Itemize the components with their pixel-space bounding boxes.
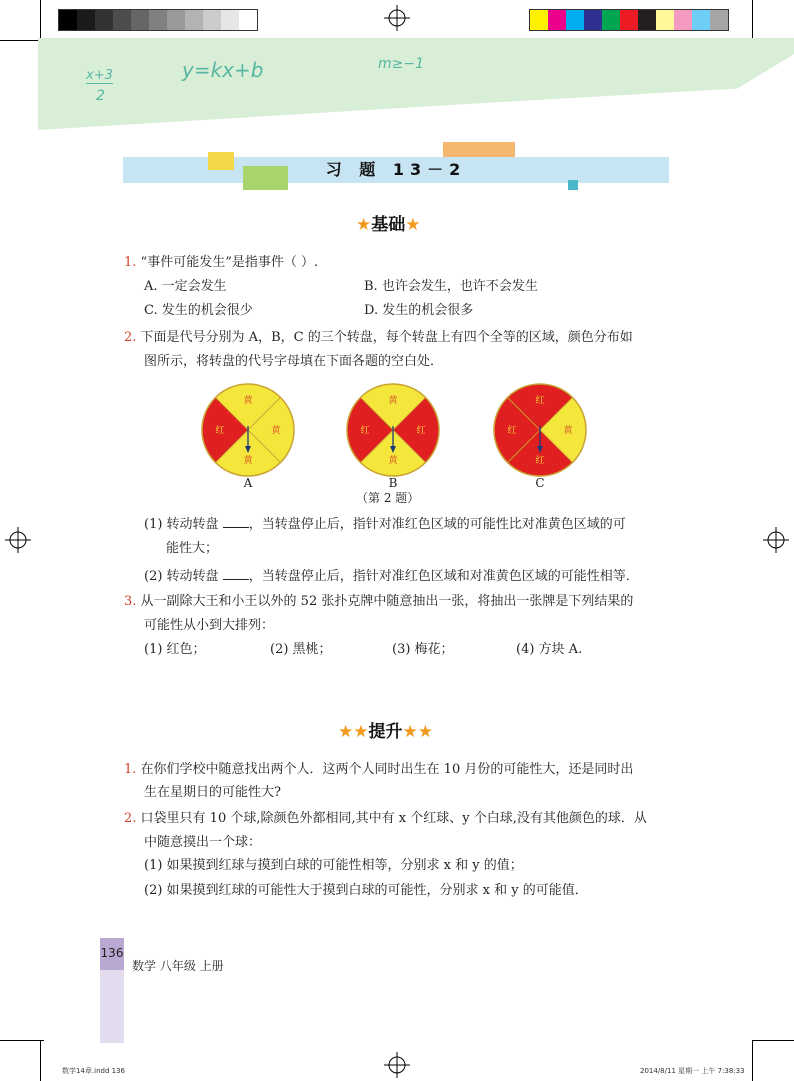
registration-mark-icon [384, 5, 410, 31]
answer-blank [223, 567, 249, 580]
q3-item-4: (4) 方块 A. [516, 642, 583, 657]
formula-denominator: 2 [96, 88, 105, 104]
option-d: D. 发生的机会很多 [364, 303, 474, 318]
decor-block [243, 166, 288, 190]
question-number: 1. [124, 762, 137, 777]
question-text: 可能性从小到大排列： [144, 618, 275, 633]
spinner-label-b: B [388, 476, 398, 490]
question-text: 中随意摸出一个球： [144, 835, 262, 850]
crop-mark [752, 1040, 794, 1041]
spinner-region-label: 红 [507, 426, 517, 436]
option-a: A. 一定会发生 [144, 279, 227, 294]
question-text: 图所示，将转盘的代号字母填在下面各题的空白处． [144, 354, 444, 369]
crop-mark [752, 1040, 753, 1081]
sub-question-1 [144, 515, 626, 534]
option-b: B. 也许会发生，也许不会发生 [364, 279, 538, 294]
decor-block [568, 180, 578, 190]
spinner-c [490, 380, 590, 480]
question-number: 2. [124, 811, 137, 826]
spinner-region-label: 黄 [388, 456, 398, 466]
advanced-question-2 [124, 810, 647, 828]
question-2 [124, 329, 633, 347]
question-text: 从一副除大王和小王以外的 52 张扑克牌中随意抽出一张，将抽出一张牌是下列结果的 [140, 594, 634, 609]
decorative-banner [38, 38, 794, 130]
decor-block [208, 152, 234, 170]
color-calibration-bar [529, 9, 729, 31]
sub-question-text: ，当转盘停止后，指针对准红色区域的可能性比对准黄色区域的可 [248, 517, 626, 532]
star-icon: ★★ [338, 722, 369, 742]
option-c: C. 发生的机会很少 [144, 303, 253, 318]
question-1 [124, 254, 318, 272]
question-number: 1. [124, 255, 137, 270]
section-heading-text: 基础 [371, 215, 406, 235]
registration-mark-icon [763, 527, 789, 553]
spinner-region-label: 红 [360, 426, 370, 436]
crop-mark [0, 40, 44, 41]
registration-mark-icon [5, 527, 31, 553]
spinner-region-label: 红 [416, 426, 426, 436]
spinner-region-label: 红 [215, 426, 225, 436]
crop-mark [40, 0, 41, 44]
answer-blank [223, 515, 249, 528]
formula-numerator: x+3 [86, 68, 113, 83]
crop-mark [40, 1040, 41, 1081]
formula-inequality: m≥−1 [378, 56, 425, 72]
crop-mark [752, 0, 753, 44]
question-text: 下面是代号分别为 A，B，C 的三个转盘，每个转盘上有四个全等的区域，颜色分布如 [140, 330, 633, 345]
spinner-a [198, 380, 298, 480]
sub-question-text: ，当转盘停止后，指针对准红色区域和对准黄色区域的可能性相等． [248, 569, 639, 584]
section-heading-basic [356, 210, 421, 235]
q3-item-2: (2) 黑桃； [270, 642, 332, 657]
question-number: 2. [124, 330, 137, 345]
decor-block [443, 142, 515, 158]
star-icon: ★ [405, 215, 421, 235]
sub-question-2: (2) 如果摸到红球的可能性大于摸到白球的可能性，分别求 x 和 y 的可能值． [144, 883, 588, 898]
q3-item-3: (3) 梅花； [392, 642, 454, 657]
spinner-region-label: 黄 [271, 426, 281, 436]
spinner-b [343, 380, 443, 480]
question-text: 在你们学校中随意找出两个人．这两个人同时出生在 10 月份的可能性大，还是同时出 [140, 762, 634, 777]
print-info: 2014/8/11 星期一 上午 7:38:33 [640, 1067, 745, 1075]
registration-mark-icon [384, 1052, 410, 1078]
spinner-region-label: 黄 [243, 456, 253, 466]
question-number: 3. [124, 594, 137, 609]
spinner-region-label: 红 [535, 456, 545, 466]
spinner-region-label: 红 [535, 396, 545, 406]
crop-mark [0, 1040, 44, 1041]
section-heading-advanced [338, 717, 433, 742]
section-heading-text: 提升 [368, 722, 403, 742]
sub-question-1: (1) 如果摸到红球与摸到白球的可能性相等，分别求 x 和 y 的值； [144, 858, 523, 873]
question-text: “事件可能发生”是指事件（ ）. [140, 255, 319, 270]
spinner-region-label: 黄 [388, 396, 398, 406]
sub-question-prefix: (2) 转动转盘 [144, 569, 219, 584]
sub-question-text: 能性大； [166, 541, 219, 556]
star-icon: ★★ [402, 722, 433, 742]
figure-caption: （第 2 题） [356, 491, 420, 505]
q3-item-1: (1) 红色； [144, 642, 206, 657]
page-title: 习 题 13－2 [123, 157, 669, 183]
star-icon: ★ [356, 215, 372, 235]
gray-calibration-bar [58, 9, 258, 31]
question-text: 生在星期日的可能性大? [144, 785, 281, 800]
page-number: 136 [100, 946, 124, 960]
spinner-label-c: C [535, 476, 545, 490]
file-info: 数学14章.indd 136 [62, 1067, 125, 1075]
question-3 [124, 593, 633, 611]
spinner-region-label: 黄 [243, 396, 253, 406]
spinner-label-a: A [243, 476, 253, 490]
sub-question-2 [144, 567, 639, 586]
spinner-region-label: 黄 [563, 426, 573, 436]
sub-question-prefix: (1) 转动转盘 [144, 517, 219, 532]
formula-linear: y=kx+b [182, 58, 264, 82]
advanced-question-1 [124, 761, 633, 779]
question-text: 口袋里只有 10 个球,除颜色外都相同,其中有 x 个红球、y 个白球,没有其他颜色的球．从 [140, 811, 647, 826]
book-title: 数学 八年级 上册 [132, 959, 224, 973]
